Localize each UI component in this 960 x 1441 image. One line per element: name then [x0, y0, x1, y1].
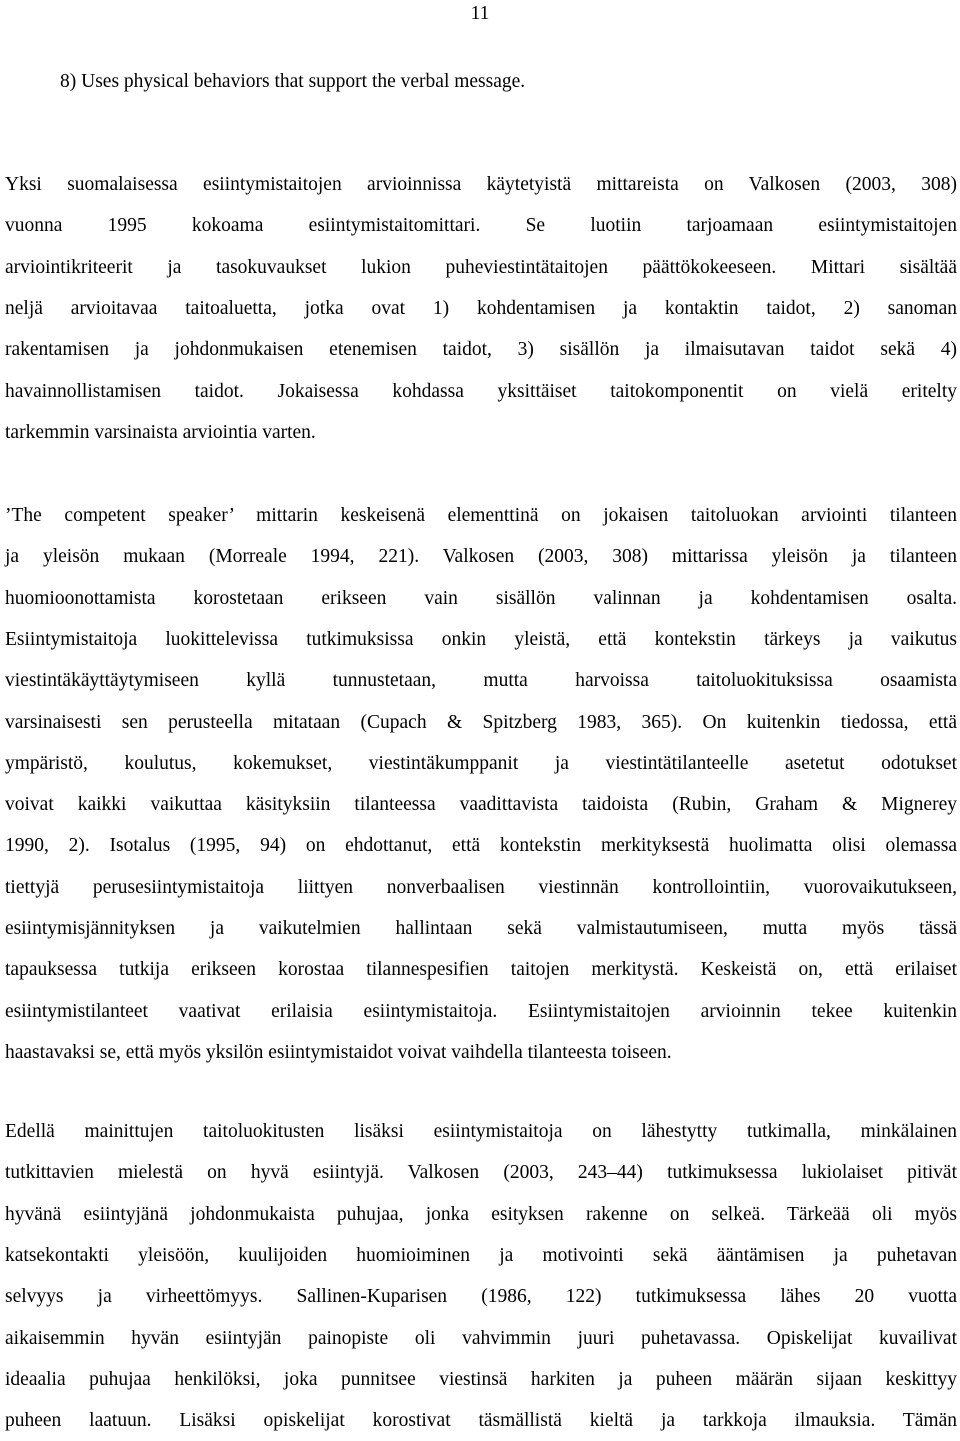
text-line: Esiintymistaitoja luokittelevissa tutkimuksissa onkin yleistä, että kontekstin tärkeys ja vaikutus	[5, 628, 957, 650]
text-line: esiintymisjännityksen ja vaikutelmien hallintaan sekä valmistautumiseen, mutta myös tässä	[5, 918, 957, 939]
text-line: aikaisemmin hyvän esiintyjän painopiste oli vahvimmin juuri puhetavassa. Opiskelijat kuvailivat	[5, 1327, 957, 1349]
text-line: ympäristö, koulutus, kokemukset, viestintäkumppanit ja viestintätilanteelle asetetut odotukset	[5, 752, 957, 774]
text-line: puheen laatuun. Lisäksi opiskelijat korostivat täsmällistä kieltä ja tarkkoja ilmauksia. Tämän	[5, 1410, 957, 1432]
text-line: huomioonottamista korostetaan erikseen vain sisällön valinnan ja kohdentamisen osalta.	[5, 587, 957, 609]
text-line: selvyys ja virheettömyys. Sallinen-Kuparisen (1986, 122) tutkimuksessa lähes 20 vuotta	[5, 1286, 957, 1308]
page-number: 11	[470, 3, 490, 24]
text-line: tapauksessa tutkija erikseen korostaa tilannespesifien taitojen merkitystä. Keskeistä on, että erilaiset	[5, 959, 957, 981]
text-line: vuonna 1995 kokoama esiintymistaitomittari. Se luotiin tarjoamaan esiintymistaitojen	[5, 215, 957, 237]
text-line: varsinaisesti sen perusteella mitataan (Cupach & Spitzberg 1983, 365). On kuitenkin tiedossa, että	[5, 711, 957, 733]
text-line: haastavaksi se, että myös yksilön esiintymistaidot voivat vaihdella tilanteesta toiseen.	[5, 1041, 672, 1063]
text-line: neljä arvioitavaa taitoaluetta, jotka ovat 1) kohdentamisen ja kontaktin taidot, 2) sanoman	[5, 297, 957, 319]
text-line: viestintäkäyttäytymiseen kyllä tunnustetaan, mutta harvoissa taitoluokituksissa osaamista	[5, 670, 957, 692]
text-line: rakentamisen ja johdonmukaisen etenemisen taidot, 3) sisällön ja ilmaisutavan taidot sekä 4)	[5, 339, 957, 361]
text-line: havainnollistamisen taidot. Jokaisessa kohdassa yksittäiset taitokomponentit on vielä eritelty	[5, 380, 957, 402]
text-line: esiintymistilanteet vaativat erilaisia esiintymistaitoja. Esiintymistaitojen arvioinnin tekee kuitenkin	[5, 1000, 957, 1022]
text-line: tiettyjä perusesiintymistaitoja liittyen nonverbaalisen viestinnän kontrollointiin, vuorovaikutukseen,	[5, 876, 957, 898]
list-item: 8) Uses physical behaviors that support the verbal message.	[60, 71, 526, 92]
text-line: tarkemmin varsinaista arviointia varten.	[5, 421, 316, 443]
text-line: Yksi suomalaisessa esiintymistaitojen arvioinnissa käytetyistä mittareista on Valkosen (2003, 308)	[5, 174, 957, 195]
text-line: Edellä mainittujen taitoluokitusten lisäksi esiintymistaitoja on lähestytty tutkimalla, minkälainen	[5, 1121, 957, 1142]
text-line: katsekontakti yleisöön, kuulijoiden huomioiminen ja motivointi sekä ääntämisen ja puhetavan	[5, 1244, 957, 1266]
text-line: hyvänä esiintyjänä johdonmukaista puhujaa, jonka esityksen rakenne on selkeä. Tärkeää oli myös	[5, 1203, 957, 1225]
text-line: ideaalia puhujaa henkilöksi, joka punnitsee viestinsä harkiten ja puheen määrän sijaan keskittyy	[5, 1368, 957, 1390]
text-line: voivat kaikki vaikuttaa käsityksiin tilanteessa vaadittavista taidoista (Rubin, Graham & Mignerey	[5, 794, 957, 816]
text-line: ja yleisön mukaan (Morreale 1994, 221). Valkosen (2003, 308) mittarissa yleisön ja tilanteen	[5, 546, 957, 568]
text-line: tutkittavien mielestä on hyvä esiintyjä. Valkosen (2003, 243–44) tutkimuksessa lukiolaiset pitivät	[5, 1162, 957, 1184]
text-line: arviointikriteerit ja tasokuvaukset lukion puheviestintätaitojen päättökokeeseen. Mittari sisältää	[5, 256, 957, 278]
text-line: ’The competent speaker’ mittarin keskeisenä elementtinä on jokaisen taitoluokan arviointi tilanteen	[5, 505, 957, 526]
text-line: 1990, 2). Isotalus (1995, 94) on ehdottanut, että kontekstin merkityksestä huolimatta olisi olemassa	[5, 835, 957, 857]
